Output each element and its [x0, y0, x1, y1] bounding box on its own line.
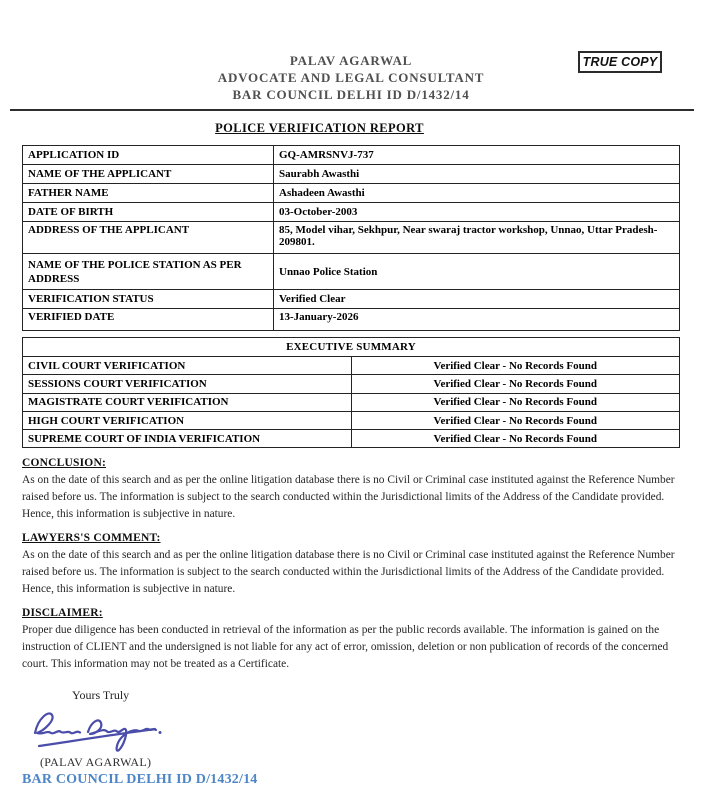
- detail-value: Saurabh Awasthi: [274, 165, 680, 184]
- summary-value: Verified Clear - No Records Found: [351, 411, 680, 429]
- table-row: [23, 290, 680, 309]
- summary-value: Verified Clear - No Records Found: [351, 430, 680, 448]
- lawyers-comment-section: [22, 532, 690, 598]
- true-copy-stamp-label: TRUE COPY: [582, 55, 658, 69]
- closing-salutation: Yours Truly: [72, 688, 130, 703]
- table-row: [23, 393, 680, 411]
- summary-label: CIVIL COURT VERIFICATION: [23, 357, 352, 375]
- detail-value: GQ-AMRSNVJ-737: [274, 146, 680, 165]
- table-row: [23, 146, 680, 165]
- table-row: [23, 203, 680, 222]
- table-row: [23, 411, 680, 429]
- bar-council-id: BAR COUNCIL DELHI ID D/1432/14: [22, 772, 258, 788]
- lawyers-comment-heading: LAWYERS'S COMMENT:: [22, 532, 161, 545]
- table-row: [23, 309, 680, 331]
- detail-label: FATHER NAME: [23, 184, 274, 203]
- table-row: [23, 338, 680, 357]
- detail-label: DATE OF BIRTH: [23, 203, 274, 222]
- summary-value: Verified Clear - No Records Found: [351, 357, 680, 375]
- page-title: POLICE VERIFICATION REPORT: [215, 121, 424, 135]
- conclusion-heading: CONCLUSION:: [22, 457, 106, 470]
- header-divider: [10, 109, 694, 111]
- title-wrap: [22, 119, 617, 137]
- detail-label: NAME OF THE POLICE STATION AS PER ADDRESS: [23, 254, 274, 290]
- summary-value: Verified Clear - No Records Found: [351, 375, 680, 393]
- applicant-details-table: [22, 145, 680, 331]
- table-row: [23, 165, 680, 184]
- handwritten-signature: [28, 706, 702, 754]
- advocate-name: PALAV AGARWAL: [289, 53, 413, 68]
- summary-label: SESSIONS COURT VERIFICATION: [23, 375, 352, 393]
- conclusion-section: [22, 457, 690, 523]
- disclaimer-body: Proper due diligence has been conducted in retrieval of the information as per the public records available. The information is gained on the instruction of CLIENT and the undersigned is not liable for any act of error, omission, deletion or non publication of records of the concerned court. This information may not be treated as a Certificate.: [22, 624, 669, 671]
- detail-label: ADDRESS OF THE APPLICANT: [23, 222, 274, 254]
- summary-label: SUPREME COURT OF INDIA VERIFICATION: [23, 430, 352, 448]
- table-row: [23, 184, 680, 203]
- detail-value: 85, Model vihar, Sekhpur, Near swaraj tractor workshop, Unnao, Uttar Pradesh-209801.: [274, 222, 680, 254]
- summary-label: HIGH COURT VERIFICATION: [23, 411, 352, 429]
- true-copy-stamp: [578, 51, 662, 73]
- detail-value: Verified Clear: [274, 290, 680, 309]
- detail-value: Ashadeen Awasthi: [274, 184, 680, 203]
- summary-label: MAGISTRATE COURT VERIFICATION: [23, 393, 352, 411]
- table-row: [23, 357, 680, 375]
- detail-label: VERIFICATION STATUS: [23, 290, 274, 309]
- advocate-title: ADVOCATE AND LEGAL CONSULTANT: [217, 70, 485, 85]
- signer-name: (PALAV AGARWAL): [40, 755, 152, 770]
- detail-value: Unnao Police Station: [274, 254, 680, 290]
- table-row: [23, 222, 680, 254]
- advocate-bar-council-id: BAR COUNCIL DELHI ID D/1432/14: [232, 87, 470, 102]
- detail-value: 13-January-2026: [274, 309, 680, 331]
- disclaimer-heading: DISCLAIMER:: [22, 607, 103, 620]
- detail-label: VERIFIED DATE: [23, 309, 274, 331]
- detail-label: APPLICATION ID: [23, 146, 274, 165]
- conclusion-body: As on the date of this search and as per the online litigation database there is no Civil or Criminal case instituted against the Reference Number raised before us. The information is subject to the search conducted within the Jurisdictional limits of the Address of the Candidate provided. Hence, this information is subjective in nature.: [22, 474, 675, 521]
- table-row: [23, 430, 680, 448]
- lawyers-comment-body: As on the date of this search and as per the online litigation database there is no Civil or Criminal case instituted against the Reference Number raised before us. The information is subject to the search conducted within the Jurisdictional limits of the Address of the Candidate provided. Hence, this information is subjective in nature.: [22, 549, 675, 596]
- summary-value: Verified Clear - No Records Found: [351, 393, 680, 411]
- executive-summary-table: [22, 337, 680, 448]
- table-row: [23, 375, 680, 393]
- detail-label: NAME OF THE APPLICANT: [23, 165, 274, 184]
- table-row: [23, 254, 680, 290]
- executive-summary-header: EXECUTIVE SUMMARY: [23, 338, 680, 357]
- disclaimer-section: [22, 607, 690, 673]
- detail-value: 03-October-2003: [274, 203, 680, 222]
- signature-ink-icon: [28, 706, 168, 754]
